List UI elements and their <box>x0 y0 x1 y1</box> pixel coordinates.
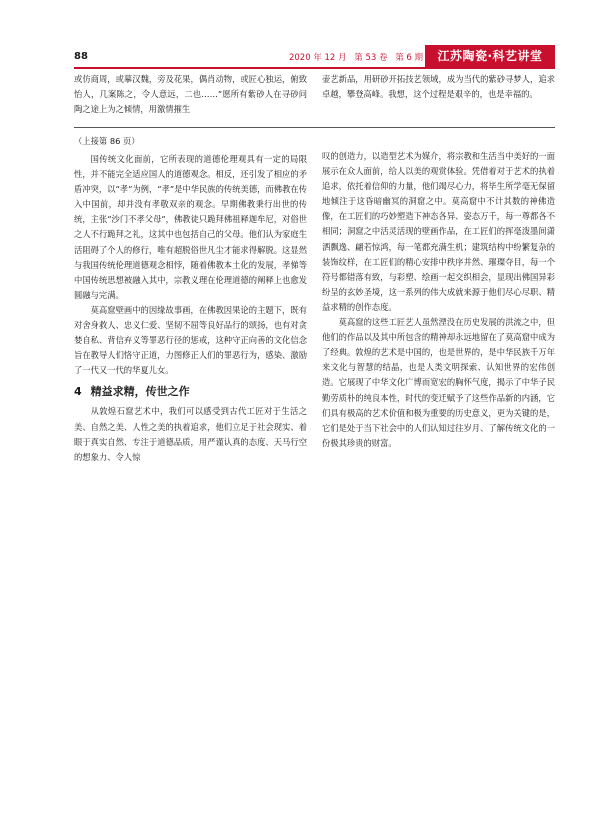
issue-info <box>284 51 423 63</box>
article-paragraph: 莫高窟的这些工匠艺人虽然湮没在历史发展的洪流之中，但他们的作品以及其中所包含的精神却永远地留在了莫高窟中成为了经典。敦煌的艺术是中国的，也是世界的，是中华民族千万年来文化与智慧的结晶，也是人类文明探索、认知世界的宏伟创造。它展现了中华文化广博而宽宏的胸怀气度，揭示了中华子民勤劳质朴的纯良本性，时代的变迁赋予了这些作品新的内涵，它们具有极高的艺术价值和极为重要的历史意义，更为关键的是，它们是处于当下社会中的人们认知过往岁月、了解传统文化的一份极其珍贵的财富。 <box>322 317 555 448</box>
page-number: 88 <box>74 51 88 62</box>
section-heading <box>74 384 307 400</box>
article-divider <box>74 127 555 128</box>
header-rule <box>74 67 555 69</box>
issue-number: 第 6 期 <box>395 53 423 63</box>
issue-volume: 第 53 卷 <box>354 53 388 63</box>
article-paragraph: 国传统文化面前，它所表现的道德伦理观具有一定的局限性，并不能完全适应国人的道德观念。相反，还引发了相应的矛盾冲突，以“孝”为例，“孝”是中华民族的传统美德，而佛教在传入中国前，却并没有孝敬双亲的观念。早期佛教秉行出世的传统，主张“沙门不孝父母”，佛教徒只跪拜佛祖释迦牟尼，对俗世之人不行跪拜之礼，这其中也包括自己的父母。他们认为家庭生活阻碍了个人的修行，唯有超脱俗世凡尘才能求得解脱。这显然与我国传统伦理道德观念相悖，随着佛教本土化的发展，孝悌等中国传统思想被融入其中，宗教义理在伦理道德的阐释上也愈发圆融与完满。 <box>74 154 307 300</box>
issue-date: 2020 年 12 月 <box>288 53 347 63</box>
article-paragraph: 莫高窟壁画中的因缘故事画，在佛教因果论的主题下，既有对舍身救人、忠义仁爱、坚韧不屈等良好品行的颂扬，也有对贪婪自私、背信弃义等罪恶行径的惩戒，这种守正向善的文化信念旨在教导人们恪守正道，力图修正人们的罪恶行为，感染、激励了一代又一代的华夏儿女。 <box>74 304 307 376</box>
section-title: 精益求精，传世之作 <box>90 385 190 399</box>
section-number: 4 <box>74 385 82 399</box>
article-paragraph: 从敦煌石窟艺术中，我们可以感受到古代工匠对于生活之美、自然之美、人性之美的执着追求，他们立足于社会现实、着眼于真实自然、专注于道德品质，用严谨认真的态度、天马行空的想象力、令人惊 <box>74 406 307 462</box>
top-right-text: 壶艺新品，用研砂开拓技艺领域，成为当代的紫砂寻梦人，追求卓越，攀登高峰。我想，这个过程是艰辛的，也是幸福的。 <box>322 74 555 100</box>
article-left-column <box>74 134 307 465</box>
top-left-text: 或仿商周，或摹汉魏，旁及花果，偶肖动物，或匠心独运，俯致怡人，几案陈之，令人意远，二也……”愿所有紫砂人在寻砂问陶之途上为之倾情，用激情摧生 <box>74 74 307 115</box>
top-left-column <box>74 72 307 117</box>
continued-note: （上接第 86 页） <box>74 136 140 146</box>
journal-banner: 江苏陶瓷·科艺讲堂 <box>425 45 555 67</box>
top-right-column <box>322 72 555 102</box>
article-right-column <box>322 149 555 451</box>
article-paragraph: 叹的创造力，以造型艺术为媒介，将宗教和生活当中美好的一面展示在众人面前，给人以美的观赏体验。凭借着对于艺术的执着追求，依托着信仰的力量，他们竭尽心力，将毕生所学毫无保留地倾注于这昏暗幽冥的洞窟之中。莫高窟中不计其数的神佛造像，在工匠们的巧妙塑造下神态各异、姿态万千，每一尊都各不相同；洞窟之中活灵活现的壁画作品，在工匠们的挥毫泼墨间潇洒飘逸、翩若惊鸿，每一笔都充满生机；建筑结构中纷繁复杂的装饰纹样，在工匠们的精心安排中秩序井然、璀璨夺目，每一个符号都错落有致，与彩塑、绘画一起交织相会，显现出佛国异彩纷呈的玄妙圣境，这一系列的伟大成就来源于他们尽心尽职、精益求精的创作态度。 <box>322 151 555 312</box>
